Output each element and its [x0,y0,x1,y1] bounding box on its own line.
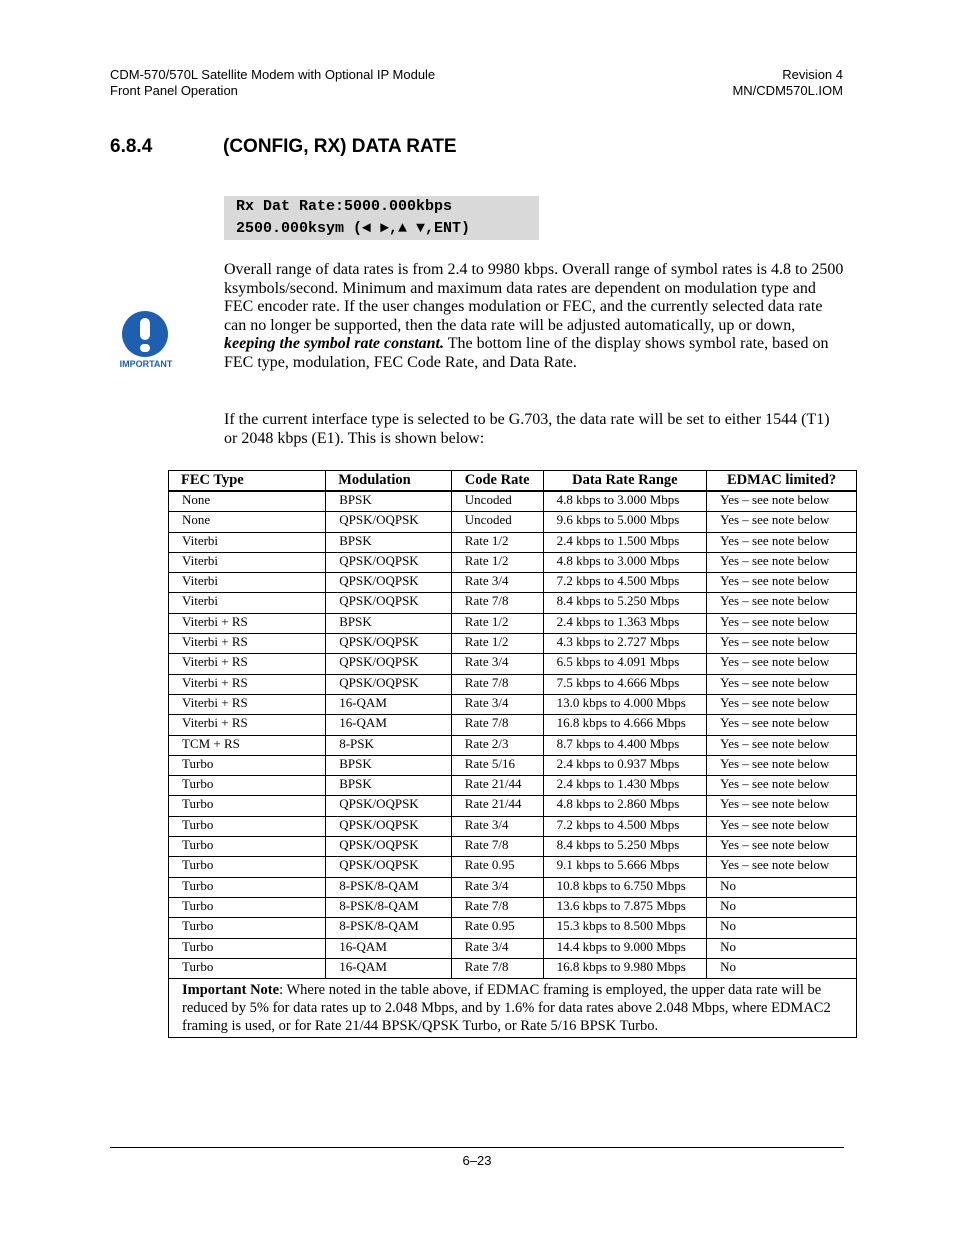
lcd-display [224,196,539,240]
cell-fec-type: Viterbi [169,593,326,613]
cell-data-rate-range: 13.6 kbps to 7.875 Mbps [543,897,707,917]
cell-modulation: QPSK/OQPSK [326,634,452,654]
cell-modulation: BPSK [326,755,452,775]
cell-edmac-limited: Yes – see note below [707,613,857,633]
table-row [169,674,857,694]
cell-code-rate: Rate 3/4 [451,694,543,714]
table-note-row [169,979,857,1038]
cell-fec-type: Turbo [169,755,326,775]
page-number: 6–23 [462,1153,492,1168]
paragraph-g703: If the current interface type is selected to be G.703, the data rate will be set to either 1544 (T1) or 2048 kbps (E1). This is shown below: [224,411,830,447]
cell-modulation: BPSK [326,613,452,633]
cell-fec-type: Viterbi + RS [169,654,326,674]
cell-edmac-limited: No [707,958,857,978]
cell-data-rate-range: 7.5 kbps to 4.666 Mbps [543,674,707,694]
cell-modulation: QPSK/OQPSK [326,816,452,836]
table-row [169,694,857,714]
cell-code-rate: Rate 7/8 [451,837,543,857]
cell-edmac-limited: Yes – see note below [707,593,857,613]
table-row [169,593,857,613]
header-left [110,67,435,99]
cell-code-rate: Rate 0.95 [451,918,543,938]
cell-modulation: 16-QAM [326,694,452,714]
cell-fec-type: Turbo [169,857,326,877]
cell-modulation: QPSK/OQPSK [326,796,452,816]
cell-modulation: QPSK/OQPSK [326,857,452,877]
cell-edmac-limited: Yes – see note below [707,715,857,735]
cell-data-rate-range: 9.6 kbps to 5.000 Mbps [543,512,707,532]
cell-data-rate-range: 2.4 kbps to 1.363 Mbps [543,613,707,633]
cell-fec-type: Turbo [169,837,326,857]
cell-code-rate: Rate 3/4 [451,654,543,674]
cell-modulation: QPSK/OQPSK [326,837,452,857]
table-row [169,654,857,674]
cell-modulation: BPSK [326,776,452,796]
table-row [169,796,857,816]
col-header-edmac-limited: EDMAC limited? [707,471,857,492]
table-row [169,491,857,512]
cell-code-rate: Uncoded [451,491,543,512]
note-label: Important Note [182,982,280,999]
cell-fec-type: Viterbi + RS [169,674,326,694]
cell-modulation: BPSK [326,532,452,552]
cell-modulation: 16-QAM [326,938,452,958]
cell-modulation: QPSK/OQPSK [326,593,452,613]
cell-edmac-limited: No [707,918,857,938]
p1-text-end: The bottom line of the display shows symbol rate, based on FEC type, modulation, FEC Code Rate, and Data Rate. [224,335,829,371]
cell-data-rate-range: 6.5 kbps to 4.091 Mbps [543,654,707,674]
cell-fec-type: None [169,491,326,512]
cell-fec-type: Turbo [169,897,326,917]
table-row [169,837,857,857]
doc-title: CDM-570/570L Satellite Modem with Optional IP Module [110,67,436,82]
cell-edmac-limited: Yes – see note below [707,837,857,857]
cell-data-rate-range: 10.8 kbps to 6.750 Mbps [543,877,707,897]
cell-edmac-limited: Yes – see note below [707,634,857,654]
cell-code-rate: Rate 1/2 [451,532,543,552]
cell-modulation: 8-PSK/8-QAM [326,877,452,897]
cell-modulation: 16-QAM [326,958,452,978]
table-row [169,755,857,775]
cell-fec-type: Turbo [169,877,326,897]
table-header-row [169,471,857,492]
cell-fec-type: Viterbi + RS [169,634,326,654]
cell-modulation: 8-PSK [326,735,452,755]
cell-edmac-limited: Yes – see note below [707,674,857,694]
cell-data-rate-range: 8.4 kbps to 5.250 Mbps [543,593,707,613]
cell-fec-type: Viterbi + RS [169,613,326,633]
cell-edmac-limited: Yes – see note below [707,694,857,714]
cell-data-rate-range: 4.8 kbps to 2.860 Mbps [543,796,707,816]
table-row [169,532,857,552]
cell-data-rate-range: 2.4 kbps to 1.500 Mbps [543,532,707,552]
cell-fec-type: Viterbi + RS [169,694,326,714]
table-row [169,897,857,917]
cell-fec-type: Turbo [169,938,326,958]
cell-modulation: QPSK/OQPSK [326,573,452,593]
table-row [169,816,857,836]
cell-data-rate-range: 9.1 kbps to 5.666 Mbps [543,857,707,877]
cell-fec-type: Turbo [169,796,326,816]
col-header-code-rate: Code Rate [451,471,543,492]
revision: Revision 4 [782,67,843,82]
chapter-title: Front Panel Operation [110,83,238,98]
section-heading [110,136,457,158]
cell-code-rate: Rate 1/2 [451,634,543,654]
cell-data-rate-range: 4.8 kbps to 3.000 Mbps [543,491,707,512]
table-row [169,958,857,978]
important-label: IMPORTANT [119,359,173,369]
table-row [169,776,857,796]
cell-edmac-limited: No [707,877,857,897]
cell-code-rate: Rate 5/16 [451,755,543,775]
p1-text-start: Overall range of data rates is from 2.4 to 9980 kbps. Overall range of symbol rates is 4.8 to 2500 ksymbols/second. Minimum and maximum data rates are dependent on modulation type and FEC encoder rate. If the user changes modulation or FEC, and the currently selected data rate can no longer be supported, then the data rate will be adjusted automatically, up or down, [224,261,844,334]
cell-modulation: 16-QAM [326,715,452,735]
cell-edmac-limited: No [707,897,857,917]
cell-data-rate-range: 14.4 kbps to 9.000 Mbps [543,938,707,958]
cell-code-rate: Rate 7/8 [451,674,543,694]
cell-modulation: QPSK/OQPSK [326,674,452,694]
cell-edmac-limited: Yes – see note below [707,512,857,532]
cell-edmac-limited: Yes – see note below [707,491,857,512]
cell-fec-type: Turbo [169,958,326,978]
cell-code-rate: Rate 7/8 [451,715,543,735]
cell-data-rate-range: 2.4 kbps to 1.430 Mbps [543,776,707,796]
cell-code-rate: Rate 3/4 [451,816,543,836]
cell-modulation: BPSK [326,491,452,512]
lcd-line-2: 2500.000ksym (◄ ►,▲ ▼,ENT) [236,220,471,237]
cell-code-rate: Rate 7/8 [451,897,543,917]
important-exclamation-icon [114,311,178,375]
table-row [169,877,857,897]
data-rate-table [168,470,857,1038]
table-row [169,512,857,532]
table-row [169,918,857,938]
cell-code-rate: Rate 21/44 [451,796,543,816]
table-row [169,573,857,593]
cell-fec-type: Viterbi [169,552,326,572]
cell-modulation: QPSK/OQPSK [326,654,452,674]
cell-fec-type: Turbo [169,776,326,796]
section-title: (CONFIG, RX) DATA RATE [223,136,457,157]
cell-modulation: 8-PSK/8-QAM [326,918,452,938]
cell-fec-type: Turbo [169,918,326,938]
cell-edmac-limited: Yes – see note below [707,755,857,775]
section-number: 6.8.4 [110,136,153,157]
cell-data-rate-range: 7.2 kbps to 4.500 Mbps [543,816,707,836]
cell-edmac-limited: Yes – see note below [707,857,857,877]
cell-code-rate: Rate 7/8 [451,593,543,613]
table-row [169,634,857,654]
cell-code-rate: Rate 7/8 [451,958,543,978]
cell-modulation: QPSK/OQPSK [326,552,452,572]
footer-divider [110,1147,844,1148]
col-header-data-rate-range: Data Rate Range [543,471,707,492]
cell-edmac-limited: No [707,938,857,958]
cell-code-rate: Rate 1/2 [451,613,543,633]
cell-data-rate-range: 8.7 kbps to 4.400 Mbps [543,735,707,755]
cell-edmac-limited: Yes – see note below [707,532,857,552]
cell-data-rate-range: 15.3 kbps to 8.500 Mbps [543,918,707,938]
cell-data-rate-range: 8.4 kbps to 5.250 Mbps [543,837,707,857]
cell-edmac-limited: Yes – see note below [707,776,857,796]
cell-code-rate: Rate 3/4 [451,877,543,897]
table-row [169,613,857,633]
cell-edmac-limited: Yes – see note below [707,816,857,836]
table-row [169,938,857,958]
cell-edmac-limited: Yes – see note below [707,735,857,755]
cell-fec-type: Viterbi [169,532,326,552]
cell-code-rate: Rate 3/4 [451,573,543,593]
table-row [169,552,857,572]
cell-fec-type: Viterbi [169,573,326,593]
table-row [169,735,857,755]
col-header-modulation: Modulation [326,471,452,492]
cell-code-rate: Rate 21/44 [451,776,543,796]
cell-edmac-limited: Yes – see note below [707,573,857,593]
cell-edmac-limited: Yes – see note below [707,552,857,572]
table-row [169,857,857,877]
cell-code-rate: Rate 3/4 [451,938,543,958]
cell-data-rate-range: 16.8 kbps to 9.980 Mbps [543,958,707,978]
cell-fec-type: TCM + RS [169,735,326,755]
note-text: : Where noted in the table above, if EDMAC framing is employed, the upper data rate will be reduced by 5% for data rates up to 2.048 Mbps, and by 1.6% for data rates above 2.048 Mbps, where EDMAC2 framing is used, or for Rate 21/44 BPSK/QPSK Turbo, or Rate 5/16 BPSK Turbo. [182,982,831,1035]
cell-fec-type: Turbo [169,816,326,836]
cell-fec-type: None [169,512,326,532]
cell-edmac-limited: Yes – see note below [707,796,857,816]
cell-edmac-limited: Yes – see note below [707,654,857,674]
cell-data-rate-range: 16.8 kbps to 4.666 Mbps [543,715,707,735]
header-right [732,67,843,99]
cell-modulation: 8-PSK/8-QAM [326,897,452,917]
p1-emphasis: keeping the symbol rate constant. [224,335,444,353]
cell-code-rate: Uncoded [451,512,543,532]
doc-number: MN/CDM570L.IOM [732,83,843,98]
cell-data-rate-range: 2.4 kbps to 0.937 Mbps [543,755,707,775]
cell-code-rate: Rate 2/3 [451,735,543,755]
cell-fec-type: Viterbi + RS [169,715,326,735]
table-row [169,715,857,735]
cell-data-rate-range: 7.2 kbps to 4.500 Mbps [543,573,707,593]
important-note [169,979,857,1038]
cell-data-rate-range: 4.3 kbps to 2.727 Mbps [543,634,707,654]
cell-data-rate-range: 13.0 kbps to 4.000 Mbps [543,694,707,714]
lcd-line-1: Rx Dat Rate:5000.000kbps [236,198,453,215]
col-header-fec-type: FEC Type [169,471,326,492]
paragraph-data-rate-range [224,261,844,373]
cell-modulation: QPSK/OQPSK [326,512,452,532]
cell-code-rate: Rate 0.95 [451,857,543,877]
cell-data-rate-range: 4.8 kbps to 3.000 Mbps [543,552,707,572]
cell-code-rate: Rate 1/2 [451,552,543,572]
